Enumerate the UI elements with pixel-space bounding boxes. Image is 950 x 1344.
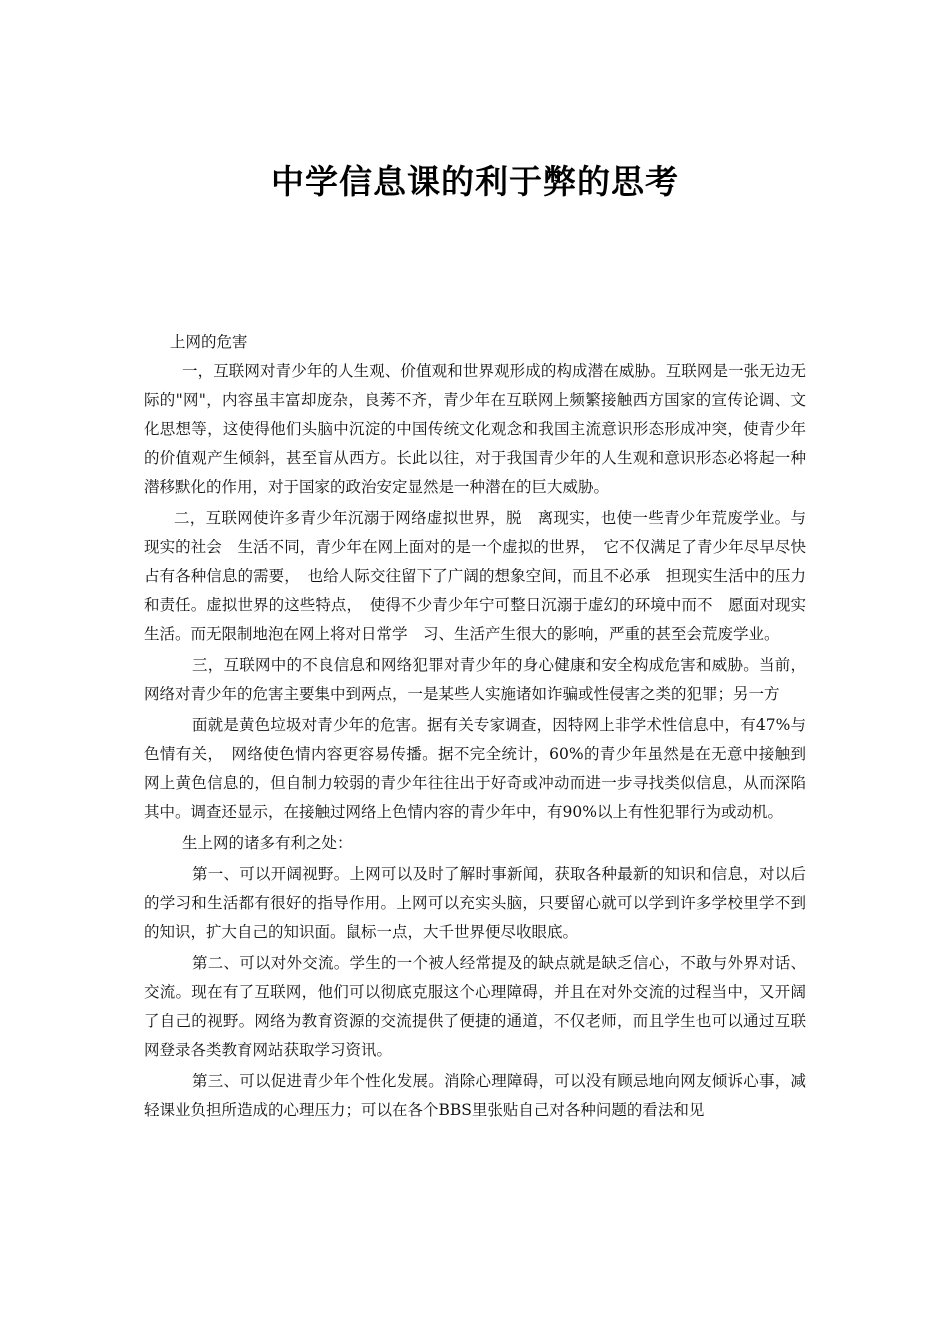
document-title: 中学信息课的利于弊的思考 bbox=[271, 162, 679, 201]
paragraph-harm-1: 一，互联网对青少年的人生观、价值观和世界观形成的构成潜在威胁。互联网是一张无边无际的"网"，内容虽丰富却庞杂，良莠不齐，青少年在互联网上频繁接触西方国家的宣传论调、文化思想等，这使得他们头脑中沉淀的中国传统文化观念和我国主流意识形态形成冲突，使青少年的价值观产生倾斜，甚至盲从西方。长此以往，对于我国青少年的人生观和意识形态必将起一种潜移默化的作用，对于国家的政治安定显然是一种潜在的巨大威胁。 bbox=[144, 362, 806, 496]
paragraph-harm-2: 二，互联网使许多青少年沉溺于网络虚拟世界，脱 离现实，也使一些青少年荒废学业。与现实的社会 生活不同，青少年在网上面对的是一个虚拟的世界， 它不仅满足了青少年尽早尽快占有各种信息的需要， 也给人际交往留下了广阔的想象空间，而且不必承 担现实生活中的压力和责任。虚拟世界的这些特点， 使得不少青少年宁可整日沉溺于虚幻的环境中而不 愿面对现实生活。而无限制地泡在网上将对日常学 习、生活产生很大的影响，严重的甚至会荒废学业。 bbox=[144, 509, 806, 643]
section-heading-harm: 上网的危害 bbox=[170, 333, 248, 351]
paragraph-harm-3: 三，互联网中的不良信息和网络犯罪对青少年的身心健康和安全构成危害和威胁。当前，网络对青少年的危害主要集中到两点，一是某些人实施诸如诈骗或性侵害之类的犯罪；另一方 bbox=[144, 656, 806, 703]
section-heading-benefit: 生上网的诸多有利之处： bbox=[182, 834, 353, 852]
document-body bbox=[144, 326, 806, 1125]
paragraph-harm-4: 面就是黄色垃圾对青少年的危害。据有关专家调查，因特网上非学术性信息中，有47%与色情有关， 网络使色情内容更容易传播。据不完全统计，60%的青少年虽然是在无意中接触到网上黄色信息的，但自制力较弱的青少年往往出于好奇或冲动而进一步寻找类似信息，从而深陷其中。调查还显示，在接触过网络上色情内容的青少年中，有90%以上有性犯罪行为或动机。 bbox=[144, 716, 806, 821]
paragraph-benefit-3: 第三、可以促进青少年个性化发展。消除心理障碍，可以没有顾忌地向网友倾诉心事，减轻课业负担所造成的心理压力；可以在各个BBS里张贴自己对各种问题的看法和见 bbox=[144, 1072, 806, 1119]
paragraph-benefit-1: 第一、可以开阔视野。上网可以及时了解时事新闻，获取各种最新的知识和信息，对以后的学习和生活都有很好的指导作用。上网可以充实头脑，只要留心就可以学到许多学校里学不到的知识，扩大自己的知识面。鼠标一点，大千世界便尽收眼底。 bbox=[144, 865, 806, 941]
paragraph-benefit-2: 第二、可以对外交流。学生的一个被人经常提及的缺点就是缺乏信心，不敢与外界对话、交流。现在有了互联网，他们可以彻底克服这个心理障碍，并且在对外交流的过程当中，又开阔了自己的视野。网络为教育资源的交流提供了便捷的通道，不仅老师，而且学生也可以通过互联网登录各类教育网站获取学习资讯。 bbox=[144, 954, 806, 1059]
